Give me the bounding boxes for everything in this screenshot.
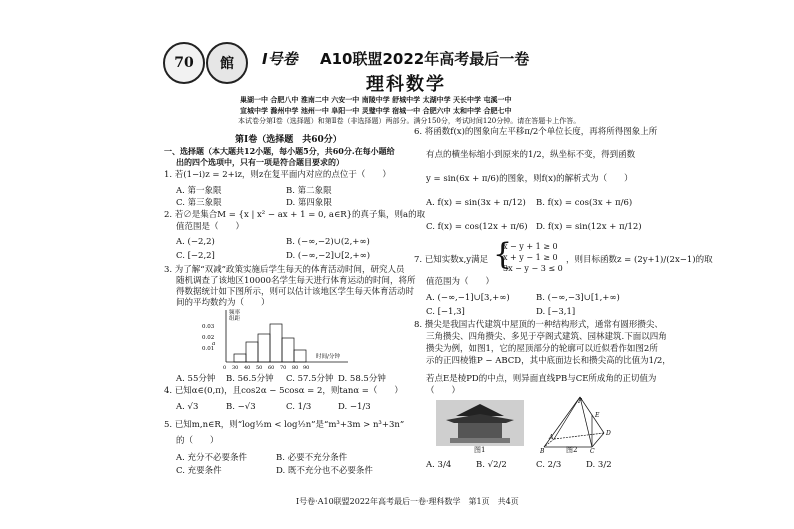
q7-brace: {	[493, 237, 513, 272]
q2-option-d: D. (−∞,−2]∪[2,+∞)	[286, 251, 371, 261]
q6-stem-3: y = sin(6x + π/6)的图象，则f(x)的解析式为（ ）	[426, 174, 633, 184]
q2-option-b: B. (−∞,−2)∪(2,+∞)	[286, 237, 370, 247]
q3-stem-2: 随机调查了该地区10000名学生每天进行体育运动的时间，将所	[176, 276, 416, 286]
label-D: D	[606, 430, 611, 437]
histogram-bar	[234, 354, 246, 362]
q6-option-c: C. f(x) = cos(12x + π/6)	[426, 222, 528, 232]
q7-stem-tail: ，则目标函数z = (2y+1)/(2x−1)的取	[566, 255, 713, 265]
q6-option-d: D. f(x) = sin(12x + π/12)	[536, 222, 642, 232]
q8-stem-3: 攒尖为例，如图1，它的屋顶部分的轮廓可以近似看作如图2所	[426, 344, 658, 354]
histogram-ytick-002: 0.02	[202, 335, 215, 341]
q6-stem: 6. 将函数f(x)的图象向左平移π/2个单位长度，再将所得图象上所	[414, 127, 658, 137]
label-B: B	[540, 448, 545, 455]
histogram-bar	[246, 342, 258, 362]
histogram-xtick-70: 70	[280, 365, 287, 370]
q1-option-d: D. 第四象限	[286, 198, 332, 208]
q4-stem: 4. 已知α∈(0,π)，且cos2α − 5cosα = 2，则tanα =（ ）	[164, 386, 403, 396]
section-title: 第Ⅰ卷（选择题 共60分）	[235, 135, 342, 145]
histogram-xtick-90: 90	[303, 365, 310, 370]
histogram-xlabel: 时间/分钟	[316, 354, 340, 360]
q8-stem-4: 示的正四棱锥P − ABCD，其中底面边长和攒尖高的比值为1/2，	[426, 356, 671, 366]
q3-stem-3: 得数据统计如下图所示，则可以估计该地区学生每天体育活动时	[176, 287, 415, 297]
q3-option-c: C. 57.5分钟	[286, 374, 334, 384]
histogram-ytick-001: 0.01	[202, 346, 215, 352]
histogram-bar	[258, 334, 270, 362]
histogram-xtick-60: 60	[268, 365, 275, 370]
q7-constraint-1: x − y + 1 ≥ 0	[503, 242, 558, 251]
histogram-ylabel-top: 频率	[229, 310, 241, 316]
schools-line-1: 巢湖一中 合肥八中 淮南二中 六安一中 南陵中学 舒城中学 太湖中学 天长中学 屯溪一中	[240, 95, 512, 104]
q7-option-c: C. [−1,3]	[426, 307, 465, 317]
q5-option-d: D. 既不充分也不必要条件	[276, 466, 373, 476]
q6-option-b: B. f(x) = cos(3x + π/6)	[536, 198, 633, 208]
histogram-xtick-0: 0	[223, 365, 227, 370]
figure-1-caption: 图1	[474, 446, 486, 454]
histogram-bar	[294, 350, 306, 362]
q7-stem-2: 值范围为（ ）	[426, 277, 495, 287]
q8-option-b: B. √2/2	[476, 460, 507, 470]
q5-stem-2: 的（ ）	[176, 436, 219, 446]
school-emblem-left: 70	[163, 42, 205, 84]
q7-constraint-3: 3x − y − 3 ≤ 0	[503, 264, 563, 273]
q5-option-b: B. 必要不充分条件	[276, 453, 348, 463]
q2-stem: 2. 若∅是集合M = {x | x² − ax + 1 = 0, a∈R}的真子集，则a的取	[164, 210, 426, 220]
q3-stem: 3. 为了解“双减”政策实施后学生每天的体育活动时间，研究人员	[164, 265, 405, 275]
page-footer: I号卷·A10联盟2022年高考最后一卷·理科数学 第1页 共4页	[296, 497, 519, 506]
exam-note: 本试卷分第Ⅰ卷（选择题）和第Ⅱ卷（非选择题）两部分。满分150分，考试时间120分钟。请在答题卡上作答。	[238, 117, 581, 125]
label-P: P	[578, 398, 583, 405]
q1-option-c: C. 第三象限	[176, 198, 222, 208]
q1-stem: 1. 若(1−i)z = 2+iz，则z在复平面内对应的点位于（ ）	[164, 170, 391, 180]
q3-option-d: D. 58.5分钟	[338, 374, 386, 384]
pavilion-photo	[436, 400, 524, 446]
q8-stem-6: （ ）	[426, 386, 461, 396]
label-A: A	[549, 434, 554, 441]
q7-option-d: D. [−3,1]	[536, 307, 576, 317]
q5-option-a: A. 充分不必要条件	[176, 453, 248, 463]
q8-option-d: D. 3/2	[586, 460, 612, 470]
edge-PA	[554, 397, 580, 439]
q4-option-b: B. −√3	[226, 402, 256, 412]
frequency-histogram	[196, 308, 356, 370]
q1-option-a: A. 第一象限	[176, 186, 222, 196]
q6-option-a: A. f(x) = sin(3x + π/12)	[426, 198, 526, 208]
label-E: E	[595, 412, 600, 419]
histogram-xtick-30: 30	[232, 365, 239, 370]
section-intro-1: 一、选择题（本大题共12小题，每小题5分，共60分.在每小题给	[164, 146, 395, 156]
q8-stem: 8. 攒尖是我国古代建筑中屋顶的一种结构形式，通常有圆形攒尖、	[414, 320, 663, 330]
q4-option-d: D. −1/3	[338, 402, 371, 412]
q2-option-c: C. [−2,2]	[176, 251, 215, 261]
histogram-xtick-50: 50	[256, 365, 263, 370]
histogram-ytick-a: a	[212, 341, 216, 347]
q4-option-a: A. √3	[176, 402, 199, 412]
label-C: C	[590, 448, 595, 455]
histogram-bar	[282, 338, 294, 362]
histogram-bar	[270, 324, 282, 362]
pyramid-figure	[540, 395, 620, 455]
q7-stem: 7. 已知实数x,y满足	[414, 255, 489, 265]
histogram-ylabel-bottom: 组距	[229, 316, 241, 322]
q4-option-c: C. 1/3	[286, 402, 312, 412]
edge-CD	[592, 433, 604, 447]
section-intro-2: 出的四个选项中，只有一项是符合题目要求的）	[176, 157, 344, 167]
q7-option-a: A. (−∞,−1]∪[3,+∞)	[426, 293, 510, 303]
q5-option-c: C. 充要条件	[176, 466, 222, 476]
q2-stem-2: 值范围是（ ）	[176, 222, 245, 232]
pavilion-base	[450, 438, 510, 443]
q3-stem-4: 间的平均数约为（ ）	[176, 298, 270, 308]
school-emblem-right: 館	[206, 42, 248, 84]
schools-line-2: 宣城中学 滁州中学 池州一中 阜阳一中 灵璧中学 宿城一中 合肥六中 太和中学 合肥七中	[240, 106, 512, 115]
histogram-xtick-40: 40	[244, 365, 251, 370]
q7-option-b: B. (−∞,−3]∪[1,+∞)	[536, 293, 620, 303]
edge-AD	[554, 433, 604, 439]
exam-title: A10联盟2022年高考最后一卷	[320, 50, 530, 68]
brand-mark: I号卷	[262, 50, 298, 68]
q8-option-a: A. 3/4	[426, 460, 452, 470]
figure-2-caption: 图2	[566, 446, 578, 454]
q3-option-a: A. 55分钟	[176, 374, 216, 384]
q8-stem-5: 若点E是棱PD的中点，则异面直线PB与CE所成角的正切值为	[426, 374, 657, 384]
subject-title: 理科数学	[366, 74, 446, 95]
q7-constraint-2: x + y − 1 ≥ 0	[503, 253, 558, 262]
q8-option-c: C. 2/3	[536, 460, 562, 470]
pavilion-body	[458, 423, 502, 439]
q5-stem: 5. 已知m,n∈R，则“log½m < log½n”是“m³+3m > n³+3n”	[164, 420, 405, 430]
histogram-xtick-80: 80	[292, 365, 299, 370]
histogram-ytick-003: 0.03	[202, 324, 215, 330]
q8-stem-2: 三角攒尖、四角攒尖、多见于亭阁式建筑、园林建筑.下面以四角	[426, 332, 667, 342]
q3-option-b: B. 56.5分钟	[226, 374, 274, 384]
q1-option-b: B. 第二象限	[286, 186, 332, 196]
q6-stem-2: 有点的横坐标缩小到原来的1/2，纵坐标不变，得到函数	[426, 150, 636, 160]
q2-option-a: A. (−2,2)	[176, 237, 215, 247]
